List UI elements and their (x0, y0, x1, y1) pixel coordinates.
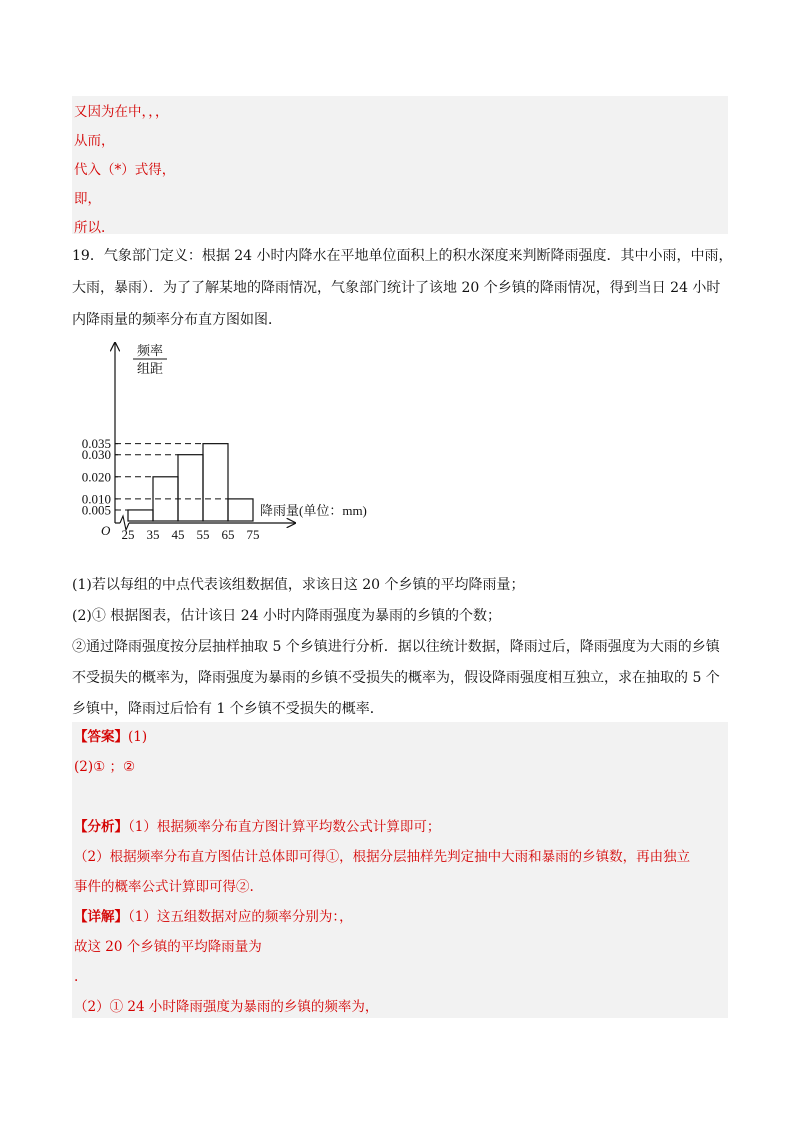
question-text-line: 大雨，暴雨）．为了了解某地的降雨情况，气象部门统计了该地 20 个乡镇的降雨情况，得到当日 24 小时 (72, 280, 721, 296)
histogram-bar (203, 444, 228, 521)
answer-tag: 【答案】 (74, 729, 128, 745)
y-tick-label: 0.030 (81, 447, 111, 463)
prev-solution-block (72, 96, 728, 234)
histogram-bar (178, 455, 203, 521)
question-text-line: 气象部门定义：根据 24 小时内降水在平地单位面积上的积水深度来判断降雨强度．其中小雨，中雨， (103, 248, 733, 264)
y-tick-label: 0.035 (81, 436, 111, 452)
answer-line: (2)① ；② (74, 759, 136, 775)
sub-questions (72, 570, 728, 725)
detail-tag: 【详解】 (74, 909, 128, 925)
analysis-line: （1）根据频率分布直方图计算平均数公式计算即可； (128, 819, 441, 835)
solution-line: 代入（*）式得， (74, 162, 176, 178)
y-tick-label: 0.005 (81, 502, 111, 518)
x-tick-label: 45 (171, 527, 185, 542)
answer-block (72, 722, 728, 1018)
x-tick-label: 75 (246, 527, 260, 542)
detail-line: . (74, 969, 79, 985)
solution-line: 即， (74, 191, 101, 207)
answer-line: (1) (128, 729, 148, 745)
y-tick-label: 0.010 (81, 491, 111, 507)
part-2-2-line: 不受损失的概率为，降雨强度为暴雨的乡镇不受损失的概率为，假设降雨强度相互独立，求在抽取的 5 个 (72, 670, 720, 686)
x-axis-label: 降雨量(单位：mm) (260, 503, 367, 518)
solution-line: 所以. (74, 220, 106, 236)
part-2-1: (2)① 根据图表，估计该日 24 小时内降雨强度为暴雨的乡镇的个数； (72, 608, 501, 624)
analysis-line: （2）根据频率分布直方图估计总体即可得①，根据分层抽样先判定抽中大雨和暴雨的乡镇数，再由独立 (74, 849, 691, 865)
origin-label: O (101, 523, 111, 538)
analysis-tag: 【分析】 (74, 819, 128, 835)
analysis-line: 事件的概率公式计算即可得②. (74, 879, 254, 895)
x-tick-label: 65 (221, 527, 235, 542)
question-19 (72, 240, 733, 336)
y-label-bottom: 组距 (136, 361, 164, 376)
y-tick-label: 0.020 (81, 469, 111, 485)
frequency-histogram (70, 335, 400, 550)
x-tick-label: 35 (146, 527, 160, 542)
part-1: (1)若以每组的中点代表该组数据值，求该日这 20 个乡镇的平均降雨量； (72, 577, 525, 593)
detail-line: （1）这五组数据对应的频率分别为：， (128, 909, 353, 925)
x-tick-label: 55 (196, 527, 210, 542)
histogram-bar (128, 510, 153, 521)
x-tick-label: 25 (121, 527, 135, 542)
solution-line: 又因为在中，，， (74, 104, 169, 120)
part-2-2-line: 乡镇中，降雨过后恰有 1 个乡镇不受损失的概率． (72, 701, 384, 717)
histogram-bar (228, 499, 253, 521)
question-number: 19． (72, 248, 104, 264)
part-2-2-line: ②通过降雨强度按分层抽样抽取 5 个乡镇进行分析．据以往统计数据，降雨过后，降雨强度为大雨的乡镇 (72, 639, 720, 655)
y-label-top: 频率 (136, 343, 164, 358)
detail-line: 故这 20 个乡镇的平均降雨量为 (74, 939, 262, 955)
question-text-line: 内降雨量的频率分布直方图如图． (72, 312, 282, 328)
solution-line: 从而， (74, 133, 115, 149)
detail-line: （2）① 24 小时降雨强度为暴雨的乡镇的频率为， (74, 999, 379, 1015)
